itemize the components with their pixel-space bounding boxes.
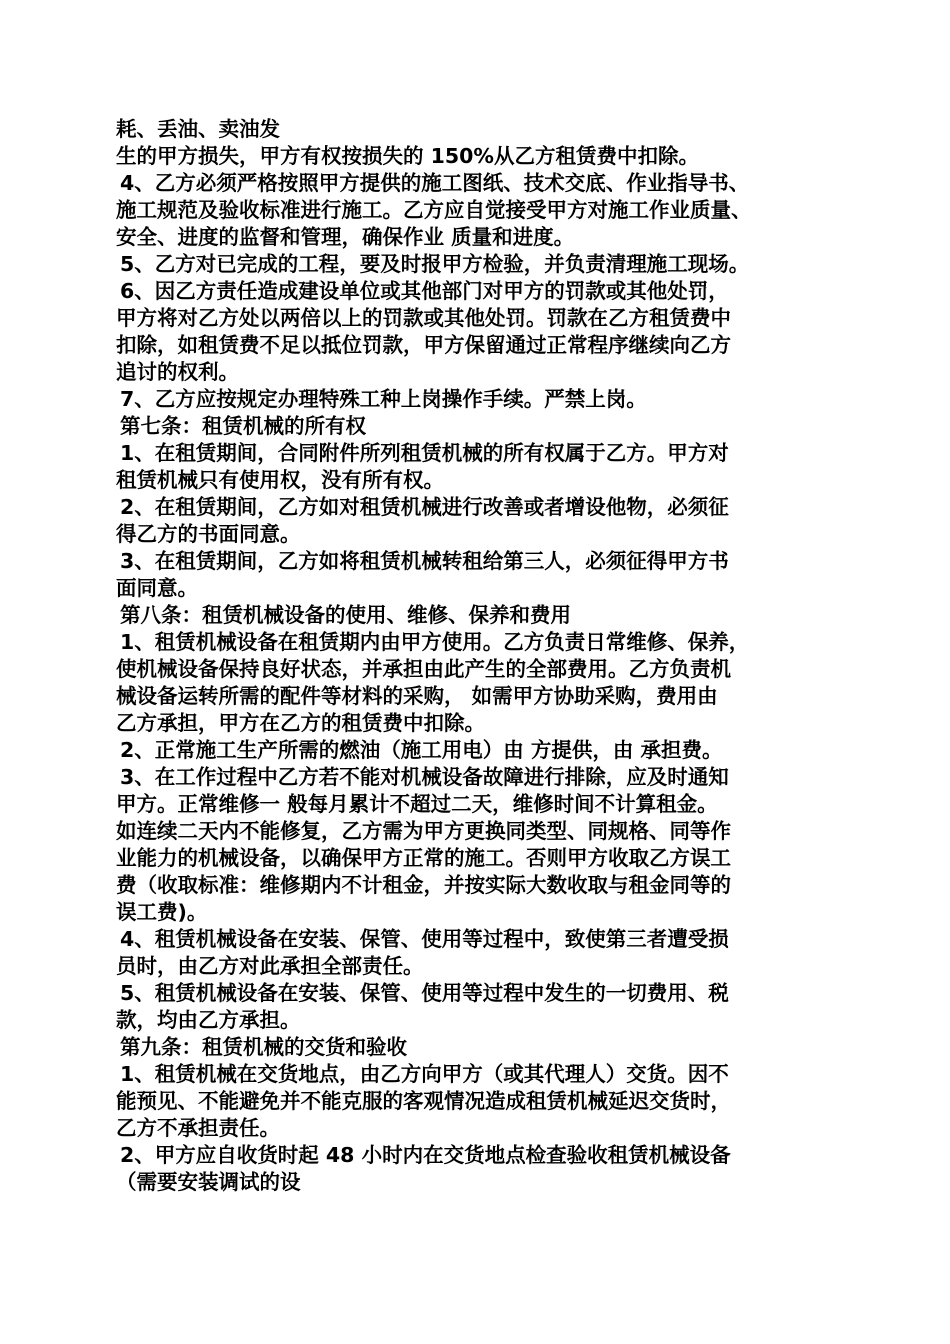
text-line: 5、乙方对已完成的工程，要及时报甲方检验，并负责清理施工现场。 [120, 252, 750, 276]
text-line: 费（收取标准：维修期内不计租金，并按实际大数收取与租金同等的 [116, 873, 731, 897]
text-line: 如连续二天内不能修复，乙方需为甲方更换同类型、同规格、同等作 [116, 819, 731, 843]
text-line: 1、租赁机械在交货地点，由乙方向甲方（或其代理人）交货。因不 [120, 1062, 729, 1086]
text-line: 得乙方的书面同意。 [116, 522, 301, 546]
text-line: 4、租赁机械设备在安装、保管、使用等过程中，致使第三者遭受损 [120, 927, 729, 951]
text-line: 7、乙方应按规定办理特殊工种上岗操作手续。严禁上岗。 [120, 387, 647, 411]
text-line: 使机械设备保持良好状态，并承担由此产生的全部费用。乙方负责机 [116, 657, 731, 681]
text-line: 2、在租赁期间，乙方如对租赁机械进行改善或者增设他物，必须征 [120, 495, 729, 519]
text-line: 乙方承担，甲方在乙方的租赁费中扣除。 [116, 711, 485, 735]
text-line: 第八条：租赁机械设备的使用、维修、保养和费用 [120, 603, 571, 627]
text-line: 6、因乙方责任造成建设单位或其他部门对甲方的罚款或其他处罚， [120, 279, 729, 303]
text-line: 5、租赁机械设备在安装、保管、使用等过程中发生的一切费用、税 [120, 981, 729, 1005]
text-line: 甲方。正常维修一 般每月累计不超过二天，维修时间不计算租金。 [116, 792, 718, 816]
text-line: 施工规范及验收标准进行施工。乙方应自觉接受甲方对施工作业质量、 [116, 198, 752, 222]
text-line: 能预见、不能避免并不能克服的客观情况造成租赁机械延迟交货时， [116, 1089, 731, 1113]
text-line: （需要安装调试的设 [116, 1170, 301, 1194]
text-line: 扣除，如租赁费不足以抵位罚款，甲方保留通过正常程序继续向乙方 [116, 333, 731, 357]
text-line: 1、在租赁期间，合同附件所列租赁机械的所有权属于乙方。甲方对 [120, 441, 729, 465]
text-line: 4、乙方必须严格按照甲方提供的施工图纸、技术交底、作业指导书、 [120, 171, 750, 195]
text-line: 员时，由乙方对此承担全部责任。 [116, 954, 424, 978]
text-line: 第七条：租赁机械的所有权 [120, 414, 366, 438]
text-line: 生的甲方损失，甲方有权按损失的 150%从乙方租赁费中扣除。 [116, 144, 699, 168]
text-line: 耗、丢油、卖油发 [116, 117, 280, 141]
text-line: 2、甲方应自收货时起 48 小时内在交货地点检查验收租赁机械设备 [120, 1143, 731, 1167]
text-line: 3、在租赁期间，乙方如将租赁机械转租给第三人，必须征得甲方书 [120, 549, 729, 573]
text-line: 款，均由乙方承担。 [116, 1008, 301, 1032]
text-line: 3、在工作过程中乙方若不能对机械设备故障进行排除，应及时通知 [120, 765, 729, 789]
text-line: 租赁机械只有使用权，没有所有权。 [116, 468, 444, 492]
text-line: 1、租赁机械设备在租赁期内由甲方使用。乙方负责日常维修、保养， [120, 630, 750, 654]
text-line: 误工费)。 [116, 900, 208, 924]
text-line: 械设备运转所需的配件等材料的采购， 如需甲方协助采购，费用由 [116, 684, 718, 708]
text-line: 第九条：租赁机械的交货和验收 [120, 1035, 407, 1059]
text-line: 追讨的权利。 [116, 360, 239, 384]
text-line: 业能力的机械设备，以确保甲方正常的施工。否则甲方收取乙方误工 [116, 846, 731, 870]
text-line: 安全、进度的监督和管理，确保作业 质量和进度。 [116, 225, 575, 249]
text-line: 2、正常施工生产所需的燃油（施工用电）由 方提供，由 承担费。 [120, 738, 723, 762]
text-line: 甲方将对乙方处以两倍以上的罚款或其他处罚。罚款在乙方租赁费中 [116, 306, 731, 330]
text-line: 面同意。 [116, 576, 198, 600]
text-line: 乙方不承担责任。 [116, 1116, 280, 1140]
document-body [116, 116, 840, 1196]
